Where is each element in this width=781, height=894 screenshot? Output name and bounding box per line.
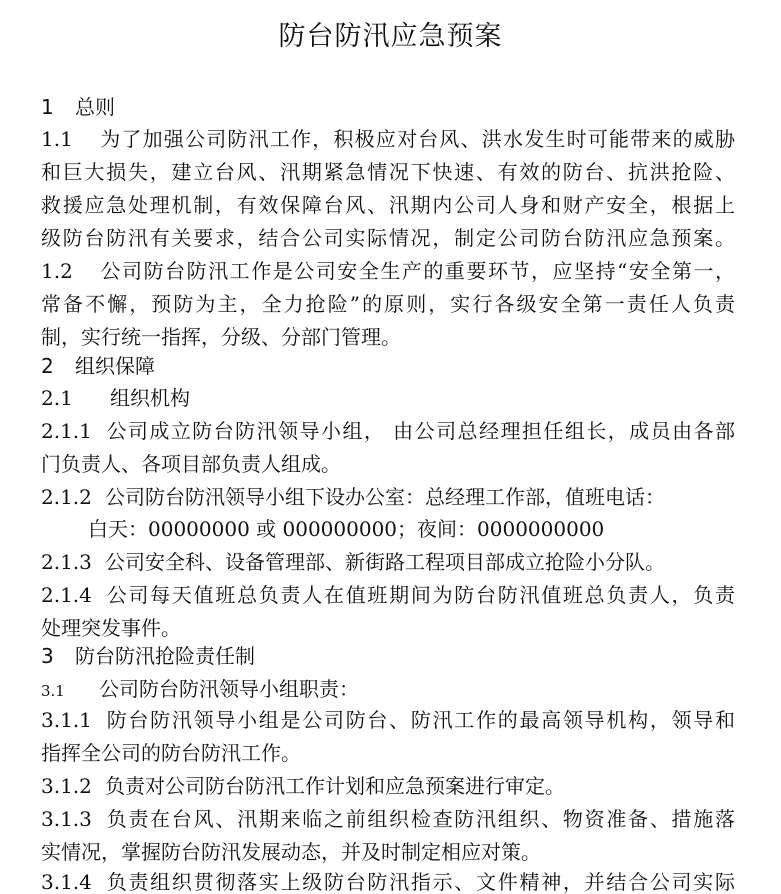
- section-title: 组织保障: [75, 354, 155, 378]
- subsection-number: 3.1: [41, 682, 65, 700]
- clause-number: 2.1.1: [41, 419, 92, 443]
- clause-text: 公司安全科、设备管理部、新街路工程项目部成立抢险小分队。: [105, 550, 665, 574]
- subsection-heading: [41, 679, 359, 699]
- clause-number: 2.1.3: [41, 550, 92, 574]
- paragraph-line: 级防台防汛有关要求，结合公司实际情况，制定公司防台防汛应急预案。: [41, 226, 735, 250]
- paragraph-line: [41, 585, 735, 605]
- clause-text: 负责组织贯彻落实上级防台防汛指示、文件精神，并结合公司实际: [105, 870, 735, 894]
- clause-number: 3.1.3: [41, 807, 92, 831]
- section-title: 总则: [75, 95, 115, 119]
- section-heading: [41, 97, 115, 117]
- clause-text: 负责在台风、汛期来临之前组织检查防汛组织、物资准备、措施落: [105, 807, 735, 831]
- paragraph-line: 制，实行统一指挥，分级、分部门管理。: [41, 325, 401, 349]
- paragraph-line: [41, 421, 735, 441]
- clause-number: 1.2: [41, 259, 73, 283]
- phone-numbers: 白天：00000000 或 000000000；夜间：0000000000: [88, 517, 605, 541]
- document-title: 防台防汛应急预案: [278, 21, 503, 52]
- section-heading: [41, 646, 255, 666]
- paragraph-line: 指挥全公司的防台防汛工作。: [41, 741, 301, 765]
- paragraph-line: 处理突发事件。: [41, 616, 181, 640]
- paragraph-line: [41, 710, 735, 730]
- paragraph-line: [41, 552, 665, 572]
- paragraph-line: [41, 129, 735, 149]
- section-number: 2: [41, 354, 54, 378]
- section-title: 防台防汛抢险责任制: [75, 644, 255, 668]
- section-number: 3: [41, 644, 54, 668]
- clause-number: 3.1.1: [41, 708, 92, 732]
- paragraph-line: 常备不懈，预防为主，全力抢险”的原则，实行各级安全第一责任人负责: [41, 292, 735, 316]
- paragraph-line: [41, 872, 735, 892]
- paragraph-line: [41, 776, 565, 796]
- clause-number: 3.1.4: [41, 870, 92, 894]
- paragraph-line: 实情况，掌握防台防汛发展动态，并及时制定相应对策。: [41, 840, 541, 864]
- clause-text: 公司防台防汛领导小组下设办公室：总经理工作部，值班电话：: [105, 485, 665, 509]
- clause-number: 2.1.2: [41, 485, 92, 509]
- subsection-title: 组织机构: [110, 386, 190, 410]
- clause-text: 负责对公司防台防汛工作计划和应急预案进行审定。: [105, 774, 565, 798]
- section-number: 1: [41, 95, 54, 119]
- subsection-title: 公司防台防汛领导小组职责：: [99, 677, 359, 701]
- clause-text: 公司每天值班总负责人在值班期间为防台防汛值班总负责人，负责: [105, 583, 735, 607]
- clause-text: 为了加强公司防汛工作，积极应对台风、洪水发生时可能带来的威胁: [99, 127, 735, 151]
- clause-text: 防台防汛领导小组是公司防台、防汛工作的最高领导机构，领导和: [105, 708, 735, 732]
- paragraph-line: [41, 487, 665, 507]
- section-heading: [41, 356, 155, 376]
- clause-text: 公司成立防台防汛领导小组， 由公司总经理担任组长，成员由各部: [105, 419, 735, 443]
- paragraph-line: 和巨大损失，建立台风、汛期紧急情况下快速、有效的防台、抗洪抢险、: [41, 160, 735, 184]
- clause-number: 3.1.2: [41, 774, 92, 798]
- paragraph-line: 门负责人、各项目部负责人组成。: [41, 452, 341, 476]
- paragraph-line: [41, 809, 735, 829]
- paragraph-line: [41, 261, 735, 281]
- subsection-heading: [41, 388, 190, 408]
- clause-text: 公司防台防汛工作是公司安全生产的重要环节，应坚持“安全第一，: [99, 259, 735, 283]
- clause-number: 2.1.4: [41, 583, 92, 607]
- paragraph-line: 救援应急处理机制，有效保障台风、汛期内公司人身和财产安全，根据上: [41, 193, 735, 217]
- subsection-number: 2.1: [41, 386, 73, 410]
- clause-number: 1.1: [41, 127, 73, 151]
